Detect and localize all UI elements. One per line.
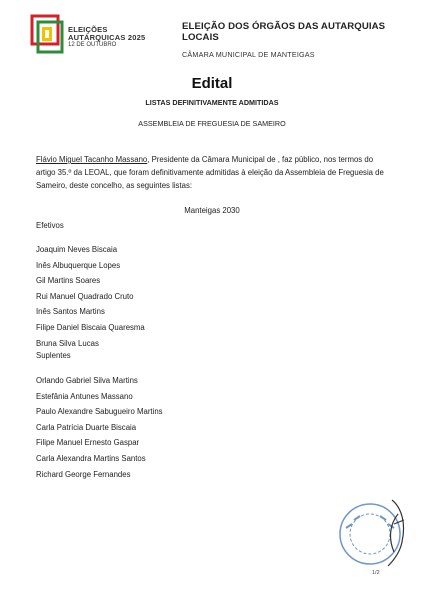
document-title: Edital [191,75,233,92]
effectives-label: Efetivos [36,221,64,230]
logo-line-3: 12 DE OUTUBRO [68,41,117,48]
substitutes-label: Suplentes [36,351,71,360]
header-title: ELEIÇÃO DOS ÓRGÃOS DAS AUTARQUIAS LOCAIS [182,21,386,43]
substitute-member: Filipe Manuel Ernesto Gaspar [36,438,140,448]
substitute-member: Orlando Gabriel Silva Martins [36,376,138,385]
logo-line-1: ELEIÇÕES [68,25,108,34]
effective-member: Joaquim Neves Biscaia [36,245,118,254]
effective-member: Inês Albuquerque Lopes [36,260,121,270]
logo-text [68,26,145,48]
elections-logo [30,14,64,54]
document-subtitle: LISTAS DEFINITIVAMENTE ADMITIDAS [145,98,279,107]
document-header [182,21,424,59]
intro-paragraph [36,153,392,192]
substitutes-list [36,373,163,482]
municipal-stamp [332,494,412,570]
list-title: Manteigas 2030 [184,206,240,215]
effectives-list [36,242,145,351]
substitute-member: Estefânia Antunes Massano [36,391,133,401]
assembly-name: ASSEMBLEIA DE FREGUESIA DE SAMEIRO [138,119,286,128]
substitute-member: Paulo Alexandre Sabugueiro Martins [36,407,163,417]
effective-member: Filipe Daniel Biscaia Quaresma [36,322,145,332]
substitute-member: Carla Alexandra Martins Santos [36,453,146,463]
substitute-member: Richard George Fernandes [36,469,131,479]
intro-text: , Presidente da Câmara Municipal de , faz público, nos termos do artigo 35.º da LEOAL, que foram definitivamente admitidas à eleição da Assembleia de Freguesia de Sameiro, deste concelho, as seguintes listas: [36,155,384,190]
header-subtitle: CÂMARA MUNICIPAL DE MANTEIGAS [182,50,315,59]
effective-member: Inês Santos Martins [36,307,105,317]
effective-member: Bruna Silva Lucas [36,338,99,348]
page-number: 1/2 [372,570,380,576]
logo-line-2: AUTÁRQUICAS 2025 [68,32,146,42]
effective-member: Gil Martins Soares [36,276,101,286]
president-name: Flávio Miguel Tacanho Massano [36,155,148,164]
substitute-member: Carla Patrícia Duarte Biscaia [36,422,137,432]
effective-member: Rui Manuel Quadrado Cruto [36,291,134,301]
